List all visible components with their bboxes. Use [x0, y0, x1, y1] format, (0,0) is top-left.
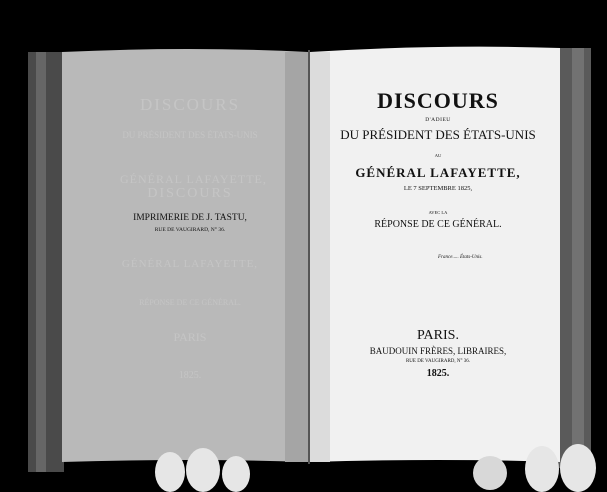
- show-through-text: RÉPONSE DE CE GÉNÉRAL.: [139, 298, 241, 307]
- finger: [155, 452, 185, 492]
- show-through-text: DU PRÉSIDENT DES ÉTATS-UNIS: [122, 130, 258, 140]
- imprint-city: PARIS.: [417, 328, 459, 343]
- show-through-text: GÉNÉRAL LAFAYETTE,: [120, 172, 267, 186]
- show-through-text: 1825.: [178, 370, 202, 381]
- finger: [473, 456, 507, 490]
- subtitle-date: LE 7 SEPTEMBRE 1825,: [403, 185, 473, 192]
- page-title: DISCOURS: [377, 88, 499, 113]
- printer-imprint: IMPRIMERIE DE J. TASTU,: [133, 213, 247, 223]
- subtitle-general: GÉNÉRAL LAFAYETTE,: [355, 165, 521, 180]
- imprint-address: RUE DE VAUGIRARD, N° 36.: [405, 359, 471, 364]
- show-through-text: PARIS: [173, 330, 207, 344]
- printer-address: RUE DE VAUGIRARD, N° 36.: [154, 227, 226, 233]
- finger: [186, 448, 220, 492]
- imprint-year: 1825.: [426, 368, 450, 379]
- subtitle-reponse: RÉPONSE DE CE GÉNÉRAL.: [374, 219, 502, 230]
- finger: [560, 444, 596, 492]
- subtitle-adieu: D'ADIEU: [425, 117, 451, 123]
- subtitle-au: AU: [434, 153, 442, 158]
- show-through-text: DISCOURS: [139, 95, 241, 114]
- finger: [222, 456, 250, 492]
- title-page: [320, 0, 556, 480]
- show-through-text: GÉNÉRAL LAFAYETTE,: [121, 258, 259, 270]
- show-through-text: DISCOURS: [147, 186, 233, 201]
- imprint-publisher: BAUDOUIN FRÈRES, LIBRAIRES,: [369, 346, 507, 356]
- handwritten-note: France..... États-Unis.: [438, 255, 483, 260]
- subtitle-president: DU PRÉSIDENT DES ÉTATS-UNIS: [340, 127, 536, 142]
- finger: [525, 446, 559, 492]
- subtitle-avec: AVEC LA: [428, 210, 448, 215]
